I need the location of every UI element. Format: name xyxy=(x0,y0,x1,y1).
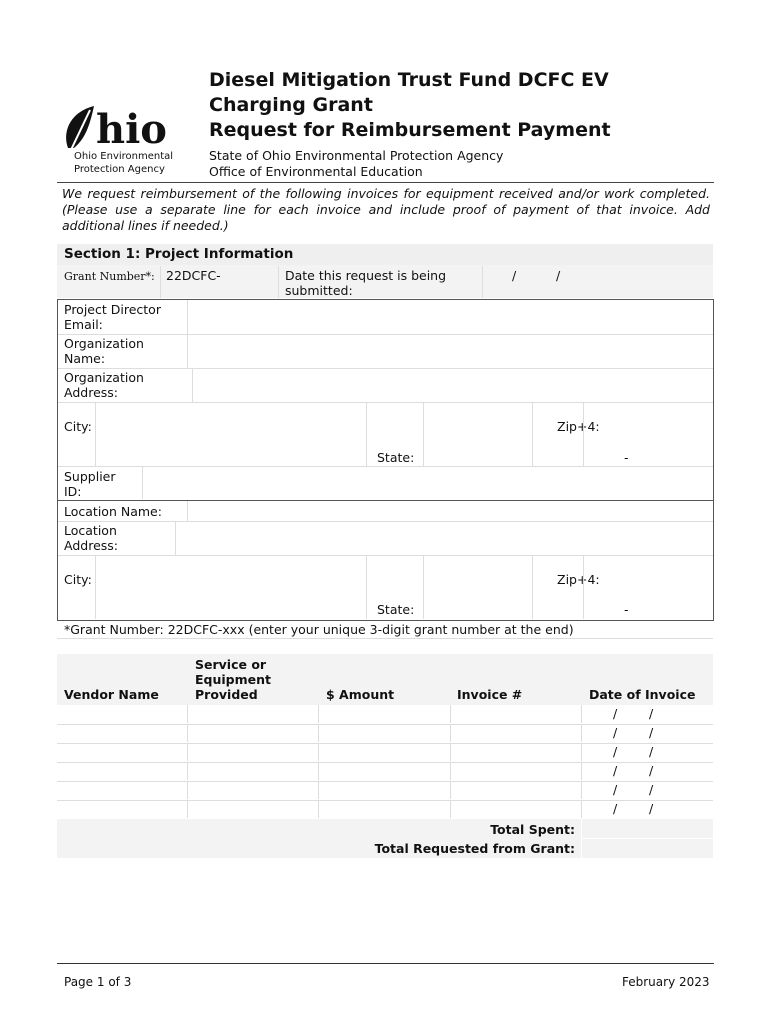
divider xyxy=(57,638,713,639)
agency-line-2: Office of Environmental Education xyxy=(209,164,423,179)
date-slashes: / / xyxy=(613,763,654,778)
logo-line-2: Protection Agency xyxy=(74,164,165,175)
date-slashes: / / xyxy=(613,801,654,816)
table-cell[interactable] xyxy=(451,743,582,761)
date-submitted-label: Date this request is being submitted: xyxy=(285,268,447,298)
location-name-label: Location Name: xyxy=(64,504,162,519)
col-invoice-number: Invoice # xyxy=(457,687,523,702)
table-cell[interactable] xyxy=(188,705,319,723)
page-number: Page 1 of 3 xyxy=(64,975,132,989)
col-service-equipment: Service or Equipment Provided xyxy=(195,657,271,702)
logo-caption xyxy=(74,150,173,176)
table-cell[interactable] xyxy=(582,724,712,742)
table-cell[interactable] xyxy=(582,743,712,761)
city-label: City: xyxy=(64,419,92,434)
table-cell[interactable] xyxy=(57,762,188,780)
title-line-1: Diesel Mitigation Trust Fund DCFC EV xyxy=(209,69,609,91)
title-line-3: Request for Reimbursement Payment xyxy=(209,119,611,141)
agency-line-1: State of Ohio Environmental Protection Agency xyxy=(209,148,504,163)
table-cell[interactable] xyxy=(319,705,451,723)
state-input[interactable] xyxy=(424,403,532,466)
grant-number-label: Grant Number*: xyxy=(64,270,155,283)
table-cell[interactable] xyxy=(57,705,188,723)
section-1-title: Section 1: Project Information xyxy=(64,246,294,262)
col-amount: $ Amount xyxy=(326,687,395,702)
intro-text: We request reimbursement of the following invoices for equipment received and/or work completed. (Please use a separate line for each invoice and include proof of payment of that invoice. Add additional lines if needed.) xyxy=(62,186,710,233)
table-cell[interactable] xyxy=(451,781,582,799)
location-address-label: Location Address: xyxy=(64,523,118,553)
table-cell[interactable] xyxy=(319,800,451,818)
organization-name-input[interactable] xyxy=(188,335,712,368)
divider xyxy=(532,556,533,619)
footer-date: February 2023 xyxy=(622,975,710,989)
location-city-input[interactable] xyxy=(96,556,366,619)
date-slashes: / / xyxy=(613,706,654,721)
divider xyxy=(583,403,584,466)
table-cell[interactable] xyxy=(582,800,712,818)
project-director-email-label: Project Director Email: xyxy=(64,302,161,332)
table-cell[interactable] xyxy=(57,724,188,742)
table-cell[interactable] xyxy=(57,781,188,799)
organization-address-label: Organization Address: xyxy=(64,370,144,400)
table-cell[interactable] xyxy=(319,781,451,799)
supplier-id-input[interactable] xyxy=(143,467,712,499)
date-slashes: / / xyxy=(613,744,654,759)
organization-name-label: Organization Name: xyxy=(64,336,144,366)
table-cell[interactable] xyxy=(451,800,582,818)
total-requested-label: Total Requested from Grant: xyxy=(374,841,575,856)
location-name-input[interactable] xyxy=(188,501,712,521)
table-cell[interactable] xyxy=(319,762,451,780)
table-row xyxy=(57,724,713,744)
table-cell[interactable] xyxy=(319,743,451,761)
header-divider xyxy=(57,182,714,183)
supplier-id-label: Supplier ID: xyxy=(64,469,116,499)
zip-input[interactable]: - xyxy=(624,450,629,465)
document-title xyxy=(209,68,729,143)
divider xyxy=(583,556,584,619)
ohio-epa-logo xyxy=(60,104,185,180)
table-cell[interactable] xyxy=(57,743,188,761)
table-row xyxy=(57,781,713,801)
organization-address-input[interactable] xyxy=(193,369,712,402)
table-cell[interactable] xyxy=(188,800,319,818)
table-cell[interactable] xyxy=(451,762,582,780)
grant-number-footnote: *Grant Number: 22DCFC-xxx (enter your unique 3-digit grant number at the end) xyxy=(64,622,574,637)
date-slashes: / / xyxy=(613,782,654,797)
table-row xyxy=(57,705,713,725)
city-input[interactable] xyxy=(96,403,366,466)
date-submitted-field[interactable]: / / xyxy=(512,268,561,283)
divider xyxy=(366,556,367,619)
state-label: State: xyxy=(377,450,415,465)
table-cell[interactable] xyxy=(319,724,451,742)
project-director-email-input[interactable] xyxy=(188,300,712,334)
table-cell[interactable] xyxy=(582,762,712,780)
col-date-of-invoice: Date of Invoice xyxy=(589,687,696,702)
logo-word: hio xyxy=(96,106,167,153)
total-requested-input[interactable] xyxy=(582,839,713,857)
divider xyxy=(366,403,367,466)
divider xyxy=(278,266,279,298)
location-state-label: State: xyxy=(377,602,415,617)
logo-line-1: Ohio Environmental xyxy=(74,151,174,162)
location-zip-input[interactable]: - xyxy=(624,602,629,617)
section-1-header xyxy=(57,244,713,265)
total-spent-label: Total Spent: xyxy=(490,822,575,837)
table-row xyxy=(57,800,713,820)
table-cell[interactable] xyxy=(57,800,188,818)
title-line-2: Charging Grant xyxy=(209,94,373,116)
table-cell[interactable] xyxy=(188,762,319,780)
location-address-input[interactable] xyxy=(176,522,712,555)
table-cell[interactable] xyxy=(451,724,582,742)
table-cell[interactable] xyxy=(582,781,712,799)
divider xyxy=(532,403,533,466)
location-state-input[interactable] xyxy=(424,556,532,619)
zip-label: Zip+4: xyxy=(557,419,600,434)
divider xyxy=(482,266,483,298)
location-city-label: City: xyxy=(64,572,92,587)
col-vendor-name: Vendor Name xyxy=(64,687,159,702)
location-zip-label: Zip+4: xyxy=(557,572,600,587)
footer-divider xyxy=(57,963,714,964)
table-cell[interactable] xyxy=(582,705,712,723)
grant-number-field[interactable]: 22DCFC- xyxy=(166,268,221,283)
total-spent-input[interactable] xyxy=(582,820,713,838)
agency-block xyxy=(209,148,503,180)
table-cell[interactable] xyxy=(451,705,582,723)
table-cell[interactable] xyxy=(188,781,319,799)
table-row xyxy=(57,743,713,763)
table-cell[interactable] xyxy=(188,724,319,742)
table-cell[interactable] xyxy=(188,743,319,761)
date-slashes: / / xyxy=(613,725,654,740)
table-row xyxy=(57,762,713,782)
divider xyxy=(160,266,161,298)
